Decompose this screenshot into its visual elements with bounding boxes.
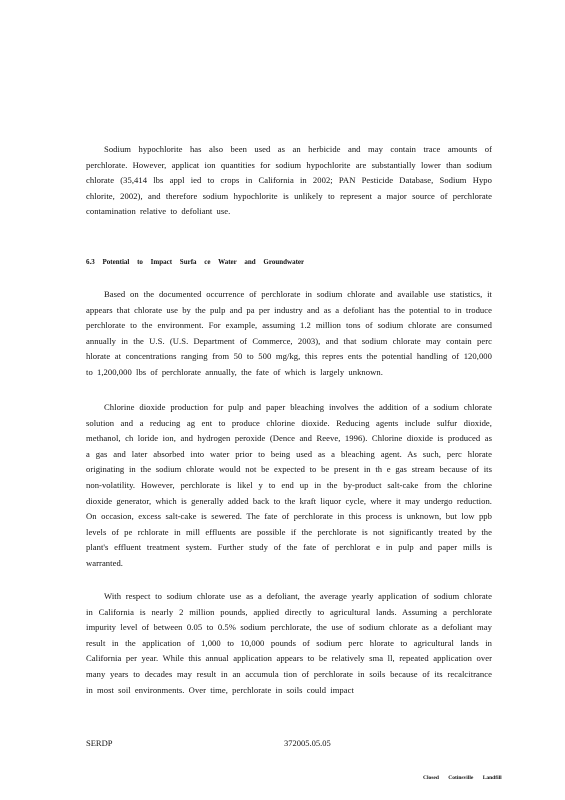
footer-site-label: Closed Cotinsville Landfill [423, 775, 502, 781]
body-paragraph-hypochlorite: Sodium hypochlorite has also been used as an herbicide and may contain trace amounts of perchlorate. However, applicat ion quantities for sodium hypochlorite are substantially lower than sodium chlorate (35,414 lbs appl ied to crops in California in 2002; PAN Pesticide Database, Sodium Hypo chlorite, 2002), and therefore sodium hypochlorite is unlikely to represent a major source of perchlorate contamination relative to defoliant use. [86, 144, 492, 217]
body-paragraph-defoliant: With respect to sodium chlorate use as a defoliant, the average yearly application of sodium chlorate in California is nearly 2 million pounds, applied directly to agricultural lands. Assuming a perchlorate impurity level of between 0.05 to 0.5% sodium perchlorate, the use of sodium chlorate as a defoliant may result in the application of 1,000 to 10,000 pounds of sodium perc hlorate to agricultural lands in California per year. While this annual application appears to be relatively sma ll, repeated application over many years to decades may result in an accumula tion of perchlorate in soils because of its recalcitrance in most soil environments. Over time, perchlorate in soils could impact [86, 591, 492, 695]
footer-document-number: 372005.05.05 [284, 738, 331, 748]
footer-organization: SERDP [86, 738, 113, 748]
body-paragraph-use-statistics: Based on the documented occurrence of perchlorate in sodium chlorate and available use statistics, it appears that chlorate use by the pulp and pa per industry and as a defoliant has the potential to in troduce perchlorate to the environment. For example, assuming 1.2 million tons of sodium chlorate are consumed annually in the U.S. (U.S. Department of Commerce, 2003), and that sodium chlorate may contain perc hlorate at concentrations ranging from 50 to 500 mg/kg, this repres ents the potential handling of 120,000 to 1,200,000 lbs of perchlorate annually, the fate of which is largely unknown. [86, 289, 492, 377]
section-heading: 6.3 Potential to Impact Surfa ce Water and Groundwater [86, 258, 305, 266]
body-paragraph-chlorine-dioxide: Chlorine dioxide production for pulp and paper bleaching involves the addition of a sodium chlorate solution and a reducing ag ent to produce chlorine dioxide. Reducing agents include sulfur dioxide, methanol, ch loride ion, and hydrogen peroxide (Dence and Reeve, 1996). Chlorine dioxide is produced as a gas and later absorbed into water prior to being used as a bleaching agent. As such, perc hlorate originating in the sodium chlorate would not be expected to be present in th e gas stream because of its non-volatility. However, perchlorate is likel y to end up in the by-product salt-cake from the chlorine dioxide generator, which is generally added back to the kraft liquor cycle, where it may undergo reduction. On occasion, excess salt-cake is sewered. The fate of perchlorate in this process is unknown, but low ppb levels of pe rchlorate in mill effluents are possible if the perchlorate is not significantly treated by the plant's effluent treatment system. Further study of the fate of perchlorat e in pulp and paper mills is warranted. [86, 402, 492, 568]
